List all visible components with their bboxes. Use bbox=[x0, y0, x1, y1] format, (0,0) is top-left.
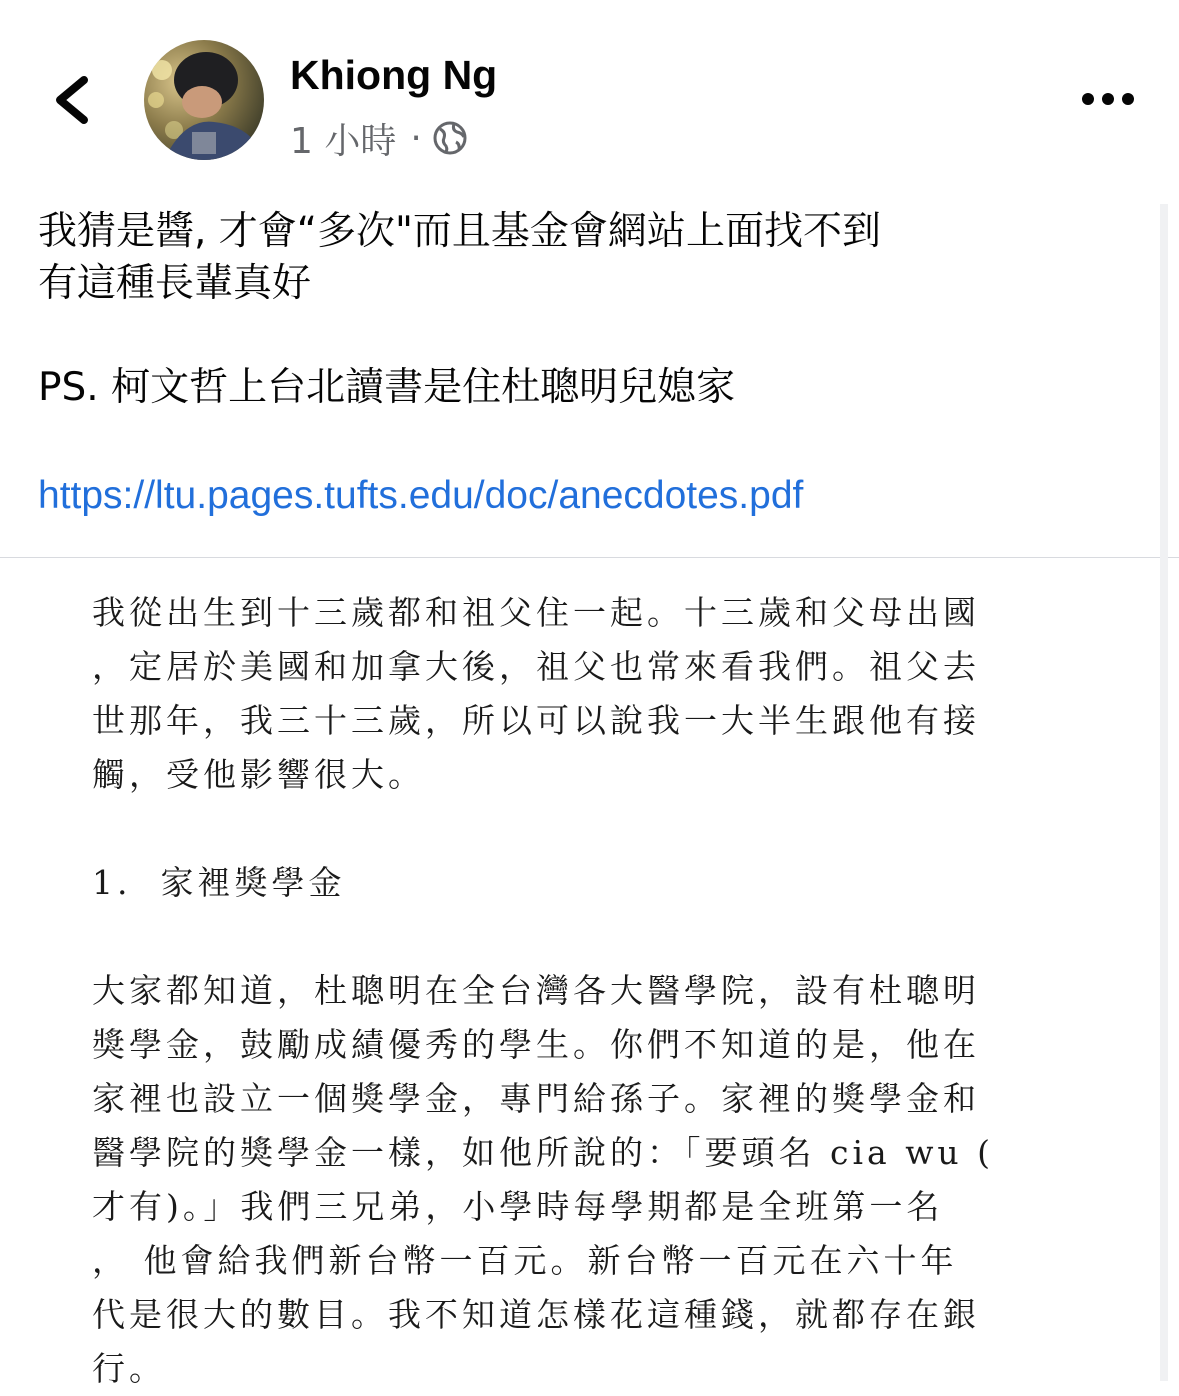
document-line: 家裡也設立一個獎學金，專門給孫子。家裡的獎學金和 bbox=[92, 1079, 980, 1118]
document-line: 行。 bbox=[92, 1349, 166, 1388]
post-timestamp[interactable]: 1 小時 bbox=[290, 120, 397, 162]
post-body bbox=[38, 206, 1138, 414]
document-line: 才有)。」我們三兄弟，小學時每學期都是全班第一名 bbox=[92, 1187, 944, 1226]
more-options-button[interactable] bbox=[1080, 84, 1136, 114]
document-line bbox=[92, 910, 1092, 964]
document-line: 世那年，我三十三歲，所以可以說我一大半生跟他有接 bbox=[92, 701, 980, 740]
divider bbox=[0, 557, 1179, 558]
post-text-line: 我猜是醬, 才會“多次"而且基金會網站上面找不到 bbox=[38, 209, 881, 254]
document-heading: 1. 家裡獎學金 bbox=[92, 863, 346, 902]
document-line: 獎學金，鼓勵成績優秀的學生。你們不知道的是，他在 bbox=[92, 1025, 980, 1064]
post-header bbox=[0, 0, 1179, 190]
post-text-line: PS. 柯文哲上台北讀書是住杜聰明兒媳家 bbox=[38, 365, 736, 410]
author-avatar[interactable] bbox=[144, 40, 264, 160]
document-line: 觸，受他影響很大。 bbox=[92, 755, 425, 794]
post-link[interactable]: https://ltu.pages.tufts.edu/doc/anecdotes.pdf bbox=[38, 474, 804, 517]
document-line: 大家都知道，杜聰明在全台灣各大醫學院，設有杜聰明 bbox=[92, 971, 980, 1010]
globe-icon bbox=[432, 120, 468, 156]
scrollbar-track[interactable] bbox=[1160, 204, 1168, 1381]
document-preview[interactable] bbox=[92, 586, 1092, 1396]
post-meta bbox=[290, 116, 468, 160]
avatar-photo bbox=[144, 40, 264, 160]
document-line: 代是很大的數目。我不知道怎樣花這種錢，就都存在銀 bbox=[92, 1295, 980, 1334]
meta-separator: · bbox=[410, 117, 422, 159]
author-name[interactable]: Khiong Ng bbox=[290, 52, 498, 98]
document-line: 醫學院的獎學金一樣，如他所說的：「要頭名 cia wu ( bbox=[92, 1133, 995, 1172]
post-blank-line bbox=[38, 310, 1138, 362]
document-line: ， 他會給我們新台幣一百元。新台幣一百元在六十年 bbox=[92, 1241, 958, 1280]
document-line: ，定居於美國和加拿大後，祖父也常來看我們。祖父去 bbox=[92, 647, 980, 686]
document-line bbox=[92, 802, 1092, 856]
back-button[interactable] bbox=[40, 62, 110, 138]
more-horizontal-icon bbox=[1080, 84, 1136, 114]
document-line: 我從出生到十三歲都和祖父住一起。十三歲和父母出國 bbox=[92, 593, 980, 632]
post-text-line: 有這種長輩真好 bbox=[38, 261, 312, 306]
chevron-left-icon bbox=[40, 62, 110, 138]
